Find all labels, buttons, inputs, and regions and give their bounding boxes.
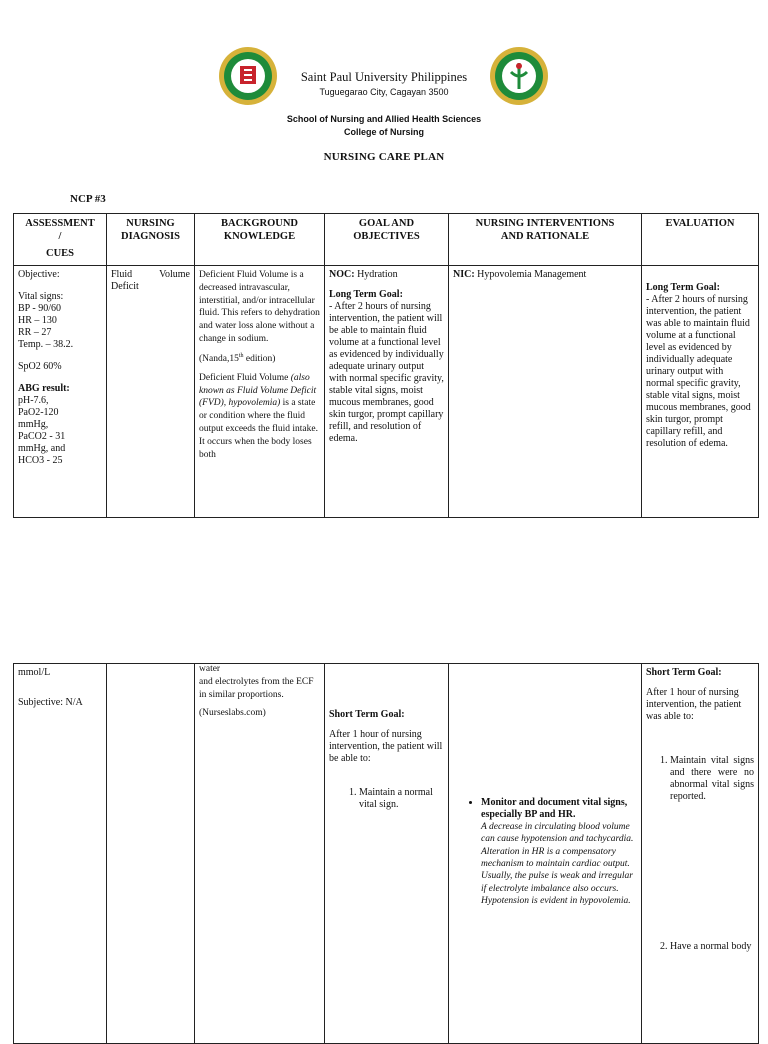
col-header-goals: GOAL AND OBJECTIVES — [325, 214, 449, 266]
university-name: Saint Paul University Philippines — [300, 70, 468, 84]
assessment-cell: mmol/L Subjective: N/A — [14, 664, 107, 1044]
ncp-number: NCP #3 — [70, 193, 106, 205]
col-header-diagnosis: NURSING DIAGNOSIS — [107, 214, 195, 266]
evaluation-cell: Short Term Goal: After 1 hour of nursing intervention, the patient was able to: 1. Maintain vital signs and there were no abnormal vital signs reported. 2. Have a normal body — [642, 664, 759, 1044]
school-name: School of Nursing and Allied Health Sciences — [286, 114, 482, 124]
document-title: NURSING CARE PLAN — [323, 151, 445, 163]
document-header — [0, 0, 768, 240]
college-name: College of Nursing — [343, 127, 424, 137]
background-cell: Deficient Fluid Volume is a decreased intravascular, interstitial, and/or intracellular fluid. This refers to dehydration and water loss alone without a change in sodium. (Nanda,15th edition) Deficient Fluid Volume (also known as Fluid Volume Deficit (FVD), hypovolemia) is a state or condition where the fluid output exceeds the fluid intake. It occurs when the body loses both — [195, 266, 325, 518]
university-address: Tuguegarao City, Cagayan 3500 — [319, 87, 449, 97]
list-item: • Monitor and document vital signs, especially BP and HR. A decrease in circulating blood volume can cause hypotension and tachycardia. Alteration in HR is a compensatory mechanism to maintain cardiac output. Usually, the pulse is weak and irregular if electrolyte imbalance also occurs. Hypotension is evident in hypovolemia. — [481, 797, 637, 907]
goals-list — [329, 787, 444, 811]
evaluation-cell: Long Term Goal: - After 2 hours of nursing intervention, the patient was able to maintain fluid volume at a functional level as evidenced by individually adequate urinary output with normal specific gravity, stable vital signs, moist mucous membranes, good skin turgor, prompt capillary refill, and resolution of edema. — [642, 266, 759, 518]
evaluation-list — [646, 755, 754, 953]
goals-cell: Short Term Goal: After 1 hour of nursing intervention, the patient will be able to: 1. Maintain a normal vital sign. — [325, 664, 449, 1044]
goals-cell: NOC: Hydration Long Term Goal: - After 2 hours of nursing intervention, the patient will be able to maintain fluid volume at a functional level as evidenced by individually adequate urinary output with normal specific gravity, stable vital signs, moist mucous membranes, good skin turgor, prompt capillary refill, and resolution of edema. — [325, 266, 449, 518]
diagnosis-cell — [107, 664, 195, 1044]
interventions-list — [453, 797, 637, 907]
nursing-seal-icon — [489, 46, 549, 106]
list-item: 1. Maintain vital signs and there were no abnormal vital signs reported. — [670, 755, 754, 803]
table-row — [14, 664, 759, 1044]
care-plan-table-part1 — [13, 213, 759, 518]
interventions-cell — [449, 664, 642, 1044]
col-header-evaluation: EVALUATION — [642, 214, 759, 266]
col-header-assessment: ASSESSMENT / CUES — [14, 214, 107, 266]
interventions-cell: NIC: Hypovolemia Management — [449, 266, 642, 518]
col-header-background: BACKGROUND KNOWLEDGE — [195, 214, 325, 266]
list-item: 2. Have a normal body — [670, 941, 754, 953]
list-item: 1. Maintain a normal vital sign. — [359, 787, 444, 811]
assessment-cell: Objective: Vital signs: BP - 90/60 HR – 130 RR – 27 Temp. – 38.2. SpO2 60% ABG result: pH-7.6, PaO2-120 mmHg, PaCO2 - 31 mmHg, and HCO3 - 25 — [14, 266, 107, 518]
care-plan-table-part2 — [13, 663, 759, 1044]
table-row — [14, 266, 759, 518]
diagnosis-cell: Fluid Volume Deficit — [107, 266, 195, 518]
background-cell: water and electrolytes from the ECF in similar proportions. (Nurseslabs.com) — [195, 664, 325, 1044]
header-row — [14, 214, 759, 266]
col-header-interventions: NURSING INTERVENTIONS AND RATIONALE — [449, 214, 642, 266]
